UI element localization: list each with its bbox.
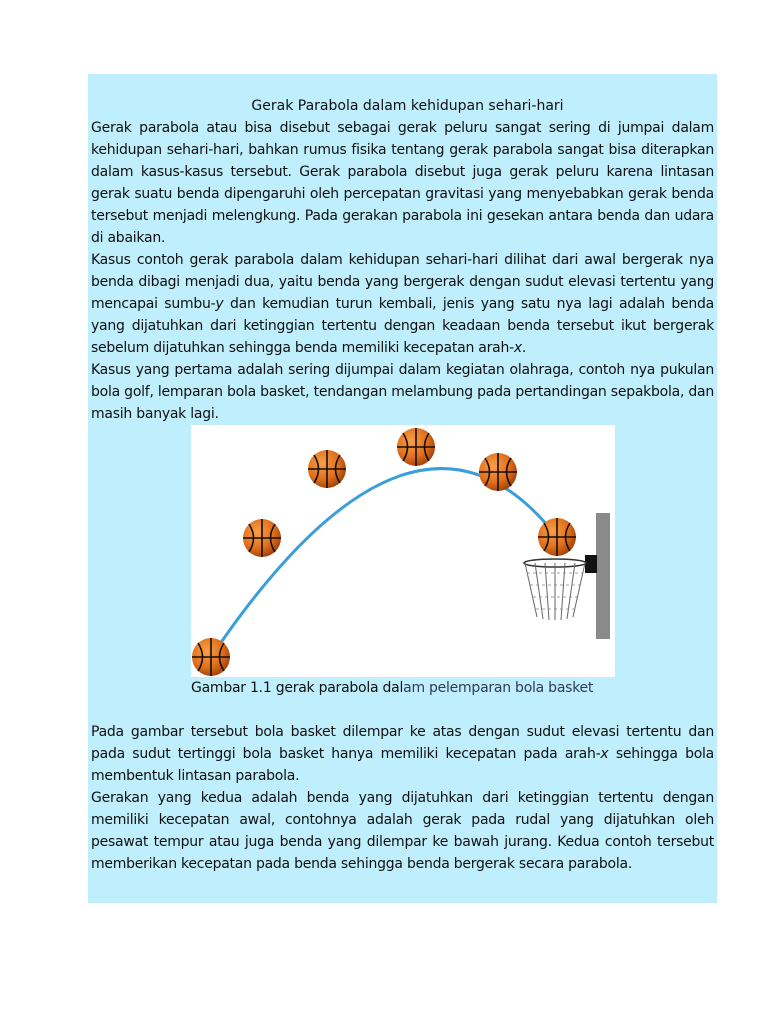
basketball-icon <box>397 428 435 466</box>
trajectory-curve <box>211 469 557 657</box>
figure-caption: Gambar 1.1 gerak parabola dalam pelemparan bola basket <box>191 680 594 696</box>
paragraph-3: Kasus yang pertama adalah sering dijumpai dalam kegiatan olahraga, contoh nya pukulan bola golf, lemparan bola basket, tendangan melambung pada pertandingan sepakbola, dan masih banyak lagi. <box>91 362 714 422</box>
paragraph-4: Pada gambar tersebut bola basket dilempar ke atas dengan sudut elevasi tertentu dan pada sudut tertinggi bola basket hanya memiliki kecepatan pada arah-x sehingga bola membentuk lintasan parabola. <box>91 724 714 784</box>
basketball-icon <box>308 450 346 488</box>
basketball-icon <box>192 638 230 676</box>
basket-net <box>524 559 586 620</box>
document-title: Gerak Parabola dalam kehidupan sehari-hari <box>251 98 564 114</box>
paragraph-1: Gerak parabola atau bisa disebut sebagai gerak peluru sangat sering di jumpai dalam kehidupan sehari-hari, bahkan rumus fisika tentang gerak parabola sangat bisa diterapkan dalam kasus-kasus tersebut. Gerak parabola disebut juga gerak peluru karena lintasan gerak suatu benda dipengaruhi oleh percepatan gravitasi yang menyebabkan gerak benda tersebut menjadi melengkung. Pada gerakan parabola ini gesekan antara benda dan udara di abaikan. <box>91 120 714 246</box>
backboard <box>585 513 610 639</box>
basketball-icon <box>243 519 281 557</box>
paragraph-2: Kasus contoh gerak parabola dalam kehidupan sehari-hari dilihat dari awal bergerak nya benda dibagi menjadi dua, yaitu benda yang bergerak dengan sudut elevasi tertentu yang mencapai sumbu-y dan kemudian turun kembali, jenis yang satu nya lagi adalah benda yang dijatuhkan dari ketinggian tertentu dengan keadaan benda tersebut ikut bergerak sebelum dijatuhkan sehingga benda memiliki kecepatan arah-x. <box>91 252 714 356</box>
basketball-icon <box>479 453 517 491</box>
basketball-icon <box>538 518 576 556</box>
document-panel <box>88 74 717 903</box>
paragraph-5: Gerakan yang kedua adalah benda yang dijatuhkan dari ketinggian tertentu dengan memiliki kecepatan awal, contohnya adalah gerak pada rudal yang dijatuhkan oleh pesawat tempur atau juga benda yang dilempar ke bawah jurang. Kedua contoh tersebut memberikan kecepatan pada benda sehingga benda bergerak secara parabola. <box>91 790 714 872</box>
basketball-trajectory-illustration <box>191 425 615 677</box>
basketball-figure <box>191 425 615 677</box>
